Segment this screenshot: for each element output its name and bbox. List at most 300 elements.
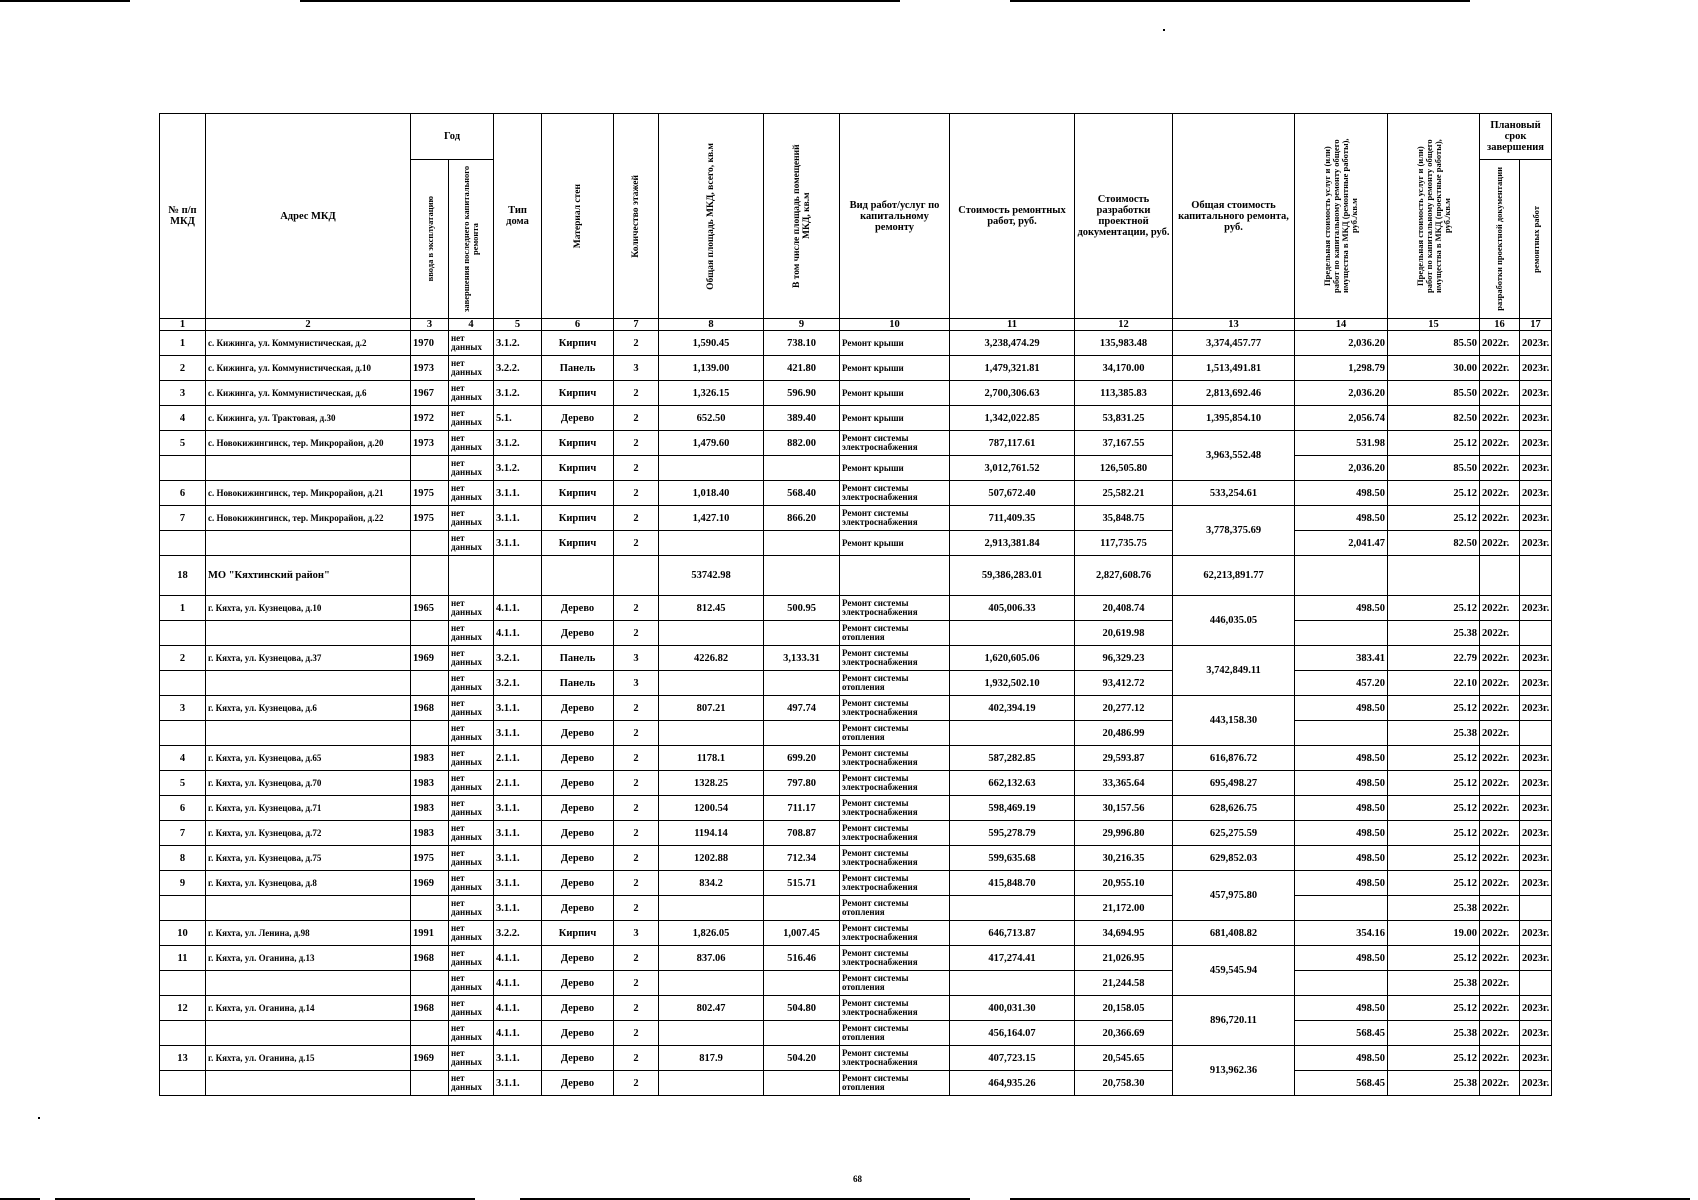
row-premises-area: 504.80 [764, 996, 840, 1021]
column-number: 1 [160, 319, 206, 331]
row-floors: 3 [614, 921, 659, 946]
row-year-repair: нет данных [449, 506, 494, 531]
row-year-commission: 1969 [411, 1046, 449, 1071]
row-house-type: 3.1.1. [494, 846, 542, 871]
row-repair-cost: 1,620,605.06 [950, 646, 1075, 671]
row-deadline-design: 2022г. [1480, 406, 1520, 431]
table-row [160, 381, 1552, 406]
row-address: с. Новокижингинск, тер. Микрорайон, д.21 [206, 481, 411, 506]
row-limit-design: 82.50 [1388, 531, 1480, 556]
row-year-repair: нет данных [449, 746, 494, 771]
row-address [206, 971, 411, 996]
row-repair-cost: 2,700,306.63 [950, 381, 1075, 406]
row-limit-design: 22.79 [1388, 646, 1480, 671]
row-deadline-design: 2022г. [1480, 946, 1520, 971]
row-wall-material: Дерево [542, 896, 614, 921]
row-total-area: 1,018.40 [659, 481, 764, 506]
row-number [160, 531, 206, 556]
header-deadline-works: ремонтных работ [1520, 160, 1552, 319]
row-design-cost: 20,758.30 [1075, 1071, 1173, 1096]
row-design-cost: 20,158.05 [1075, 996, 1173, 1021]
header-design-cost: Стоимость разработки проектной документации, руб. [1075, 114, 1173, 319]
row-deadline-design: 2022г. [1480, 921, 1520, 946]
row-limit-repair: 498.50 [1295, 871, 1388, 896]
column-number: 13 [1173, 319, 1295, 331]
row-wall-material: Кирпич [542, 456, 614, 481]
header-limit-repair: Предельная стоимость услуг и (или) работ по капитальному ремонту общего имущества в МКД (ремонтные работы), руб./кв.м [1295, 114, 1388, 319]
row-design-cost: 20,366.69 [1075, 1021, 1173, 1046]
row-repair-cost: 598,469.19 [950, 796, 1075, 821]
row-premises-area: 712.34 [764, 846, 840, 871]
row-repair-cost: 456,164.07 [950, 1021, 1075, 1046]
row-deadline-design: 2022г. [1480, 621, 1520, 646]
empty-cell [411, 556, 449, 596]
row-deadline-works: 2023г. [1520, 356, 1552, 381]
row-wall-material: Панель [542, 646, 614, 671]
row-address: с. Кижинга, ул. Коммунистическая, д.6 [206, 381, 411, 406]
row-year-repair: нет данных [449, 331, 494, 356]
row-total-area: 1,427.10 [659, 506, 764, 531]
row-year-repair: нет данных [449, 621, 494, 646]
row-limit-repair: 498.50 [1295, 481, 1388, 506]
row-year-repair: нет данных [449, 381, 494, 406]
row-address: с. Кижинга, ул. Трактовая, д.30 [206, 406, 411, 431]
row-wall-material: Дерево [542, 1071, 614, 1096]
row-year-commission: 1975 [411, 481, 449, 506]
table-row [160, 331, 1552, 356]
header-total-area: Общая площадь МКД, всего, кв.м [659, 114, 764, 319]
row-year-repair: нет данных [449, 671, 494, 696]
row-wall-material: Дерево [542, 971, 614, 996]
row-year-commission: 1967 [411, 381, 449, 406]
row-address: г. Кяхта, ул. Ленина, д.98 [206, 921, 411, 946]
row-limit-repair: 498.50 [1295, 796, 1388, 821]
row-house-type: 3.1.2. [494, 456, 542, 481]
row-deadline-works: 2023г. [1520, 431, 1552, 456]
column-number: 9 [764, 319, 840, 331]
row-floors: 2 [614, 971, 659, 996]
row-deadline-works: 2023г. [1520, 746, 1552, 771]
row-work-type: Ремонт крыши [840, 456, 950, 481]
row-work-type: Ремонт системы отопления [840, 1021, 950, 1046]
empty-cell [1520, 556, 1552, 596]
row-year-repair: нет данных [449, 921, 494, 946]
row-wall-material: Кирпич [542, 381, 614, 406]
row-deadline-works: 2023г. [1520, 1021, 1552, 1046]
row-wall-material: Дерево [542, 721, 614, 746]
row-year-commission [411, 621, 449, 646]
row-year-commission [411, 671, 449, 696]
row-deadline-design: 2022г. [1480, 971, 1520, 996]
row-total-area: 1,326.15 [659, 381, 764, 406]
row-floors: 2 [614, 1071, 659, 1096]
row-address: г. Кяхта, ул. Оганина, д.13 [206, 946, 411, 971]
row-year-commission: 1965 [411, 596, 449, 621]
row-year-repair: нет данных [449, 531, 494, 556]
row-number [160, 721, 206, 746]
row-deadline-design: 2022г. [1480, 506, 1520, 531]
row-limit-repair: 457.20 [1295, 671, 1388, 696]
table-row [160, 896, 1552, 921]
row-total-area: 837.06 [659, 946, 764, 971]
row-address: г. Кяхта, ул. Кузнецова, д.75 [206, 846, 411, 871]
row-floors: 2 [614, 531, 659, 556]
row-design-cost: 113,385.83 [1075, 381, 1173, 406]
row-repair-cost: 1,479,321.81 [950, 356, 1075, 381]
row-wall-material: Кирпич [542, 331, 614, 356]
row-floors: 2 [614, 331, 659, 356]
mo-design-cost: 2,827,608.76 [1075, 556, 1173, 596]
row-repair-cost [950, 621, 1075, 646]
row-year-commission: 1968 [411, 696, 449, 721]
row-wall-material: Кирпич [542, 506, 614, 531]
row-limit-repair: 498.50 [1295, 746, 1388, 771]
row-deadline-design: 2022г. [1480, 821, 1520, 846]
row-floors: 2 [614, 456, 659, 481]
row-deadline-design: 2022г. [1480, 481, 1520, 506]
row-total-cost: 629,852.03 [1173, 846, 1295, 871]
row-house-type: 3.2.1. [494, 646, 542, 671]
mo-number: 18 [160, 556, 206, 596]
row-limit-design: 25.12 [1388, 506, 1480, 531]
row-total-cost: 443,158.30 [1173, 696, 1295, 746]
row-work-type: Ремонт системы электроснабжения [840, 1046, 950, 1071]
row-limit-design: 25.12 [1388, 871, 1480, 896]
row-total-cost: 1,395,854.10 [1173, 406, 1295, 431]
row-deadline-design: 2022г. [1480, 596, 1520, 621]
row-number [160, 621, 206, 646]
row-number: 6 [160, 481, 206, 506]
empty-cell [764, 556, 840, 596]
row-year-repair: нет данных [449, 796, 494, 821]
row-design-cost: 20,486.99 [1075, 721, 1173, 746]
row-limit-repair: 2,056.74 [1295, 406, 1388, 431]
row-house-type: 3.1.1. [494, 696, 542, 721]
row-deadline-design: 2022г. [1480, 996, 1520, 1021]
row-limit-repair: 498.50 [1295, 821, 1388, 846]
row-limit-design: 25.12 [1388, 696, 1480, 721]
row-address [206, 456, 411, 481]
row-address: с. Кижинга, ул. Коммунистическая, д.10 [206, 356, 411, 381]
row-number [160, 456, 206, 481]
row-work-type: Ремонт системы электроснабжения [840, 996, 950, 1021]
column-number: 14 [1295, 319, 1388, 331]
row-address [206, 621, 411, 646]
row-total-cost: 1,513,491.81 [1173, 356, 1295, 381]
row-year-commission: 1972 [411, 406, 449, 431]
row-deadline-works: 2023г. [1520, 1071, 1552, 1096]
row-floors: 2 [614, 696, 659, 721]
row-premises-area: 596.90 [764, 381, 840, 406]
row-wall-material: Кирпич [542, 531, 614, 556]
row-total-cost: 459,545.94 [1173, 946, 1295, 996]
row-work-type: Ремонт системы электроснабжения [840, 921, 950, 946]
row-floors: 2 [614, 381, 659, 406]
row-house-type: 3.2.1. [494, 671, 542, 696]
row-premises-area: 1,007.45 [764, 921, 840, 946]
row-deadline-design: 2022г. [1480, 431, 1520, 456]
row-total-area: 1328.25 [659, 771, 764, 796]
row-design-cost: 30,216.35 [1075, 846, 1173, 871]
row-limit-repair: 498.50 [1295, 696, 1388, 721]
page-number: 68 [853, 1174, 862, 1184]
row-year-commission: 1970 [411, 331, 449, 356]
row-address [206, 896, 411, 921]
row-number: 5 [160, 771, 206, 796]
row-wall-material: Дерево [542, 946, 614, 971]
mo-total-area: 53742.98 [659, 556, 764, 596]
header-limit-design: Предельная стоимость услуг и (или) работ по капитальному ремонту общего имущества в МКД (проектные работы), руб./кв.м [1388, 114, 1480, 319]
scan-edge-top-1 [0, 0, 130, 2]
row-design-cost: 25,582.21 [1075, 481, 1173, 506]
row-design-cost: 30,157.56 [1075, 796, 1173, 821]
row-premises-area [764, 971, 840, 996]
row-year-repair: нет данных [449, 971, 494, 996]
row-work-type: Ремонт системы отопления [840, 721, 950, 746]
row-design-cost: 29,996.80 [1075, 821, 1173, 846]
row-year-commission: 1983 [411, 746, 449, 771]
header-repair-cost: Стоимость ремонтных работ, руб. [950, 114, 1075, 319]
row-work-type: Ремонт крыши [840, 356, 950, 381]
row-design-cost: 126,505.80 [1075, 456, 1173, 481]
row-house-type: 4.1.1. [494, 996, 542, 1021]
row-total-area [659, 531, 764, 556]
row-year-repair: нет данных [449, 696, 494, 721]
row-limit-repair: 383.41 [1295, 646, 1388, 671]
row-year-commission [411, 971, 449, 996]
table-row [160, 646, 1552, 671]
row-house-type: 3.1.2. [494, 331, 542, 356]
column-number: 12 [1075, 319, 1173, 331]
row-year-repair: нет данных [449, 1046, 494, 1071]
row-total-cost: 3,963,552.48 [1173, 431, 1295, 481]
row-number: 1 [160, 331, 206, 356]
column-number: 5 [494, 319, 542, 331]
row-design-cost: 21,026.95 [1075, 946, 1173, 971]
table-row [160, 356, 1552, 381]
row-limit-design: 19.00 [1388, 921, 1480, 946]
table-row [160, 971, 1552, 996]
row-deadline-design: 2022г. [1480, 896, 1520, 921]
row-year-commission [411, 1021, 449, 1046]
row-repair-cost: 2,913,381.84 [950, 531, 1075, 556]
row-deadline-works [1520, 971, 1552, 996]
row-premises-area: 711.17 [764, 796, 840, 821]
row-year-commission [411, 721, 449, 746]
row-deadline-works: 2023г. [1520, 821, 1552, 846]
row-limit-repair: 2,036.20 [1295, 381, 1388, 406]
row-premises-area: 497.74 [764, 696, 840, 721]
row-deadline-works: 2023г. [1520, 796, 1552, 821]
row-total-cost: 913,962.36 [1173, 1046, 1295, 1096]
row-year-repair: нет данных [449, 996, 494, 1021]
row-deadline-works: 2023г. [1520, 946, 1552, 971]
row-total-area: 834.2 [659, 871, 764, 896]
row-wall-material: Дерево [542, 871, 614, 896]
row-limit-repair: 354.16 [1295, 921, 1388, 946]
row-limit-repair: 498.50 [1295, 846, 1388, 871]
row-design-cost: 20,277.12 [1075, 696, 1173, 721]
row-limit-design: 25.38 [1388, 971, 1480, 996]
row-work-type: Ремонт системы электроснабжения [840, 431, 950, 456]
row-number [160, 971, 206, 996]
row-year-commission: 1973 [411, 431, 449, 456]
row-work-type: Ремонт системы электроснабжения [840, 821, 950, 846]
row-address: с. Кижинга, ул. Коммунистическая, д.2 [206, 331, 411, 356]
row-address: г. Кяхта, ул. Кузнецова, д.72 [206, 821, 411, 846]
row-design-cost: 34,694.95 [1075, 921, 1173, 946]
row-wall-material: Дерево [542, 1046, 614, 1071]
row-house-type: 3.1.1. [494, 1071, 542, 1096]
row-limit-repair: 1,298.79 [1295, 356, 1388, 381]
row-work-type: Ремонт системы электроснабжения [840, 506, 950, 531]
row-limit-design: 25.38 [1388, 1071, 1480, 1096]
row-work-type: Ремонт системы электроснабжения [840, 871, 950, 896]
row-deadline-design: 2022г. [1480, 871, 1520, 896]
row-design-cost: 96,329.23 [1075, 646, 1173, 671]
row-repair-cost: 415,848.70 [950, 871, 1075, 896]
row-premises-area: 708.87 [764, 821, 840, 846]
row-premises-area [764, 621, 840, 646]
row-work-type: Ремонт системы отопления [840, 896, 950, 921]
row-floors: 2 [614, 621, 659, 646]
row-repair-cost: 3,012,761.52 [950, 456, 1075, 481]
row-limit-repair: 498.50 [1295, 946, 1388, 971]
row-number: 12 [160, 996, 206, 1021]
row-repair-cost: 464,935.26 [950, 1071, 1075, 1096]
row-premises-area [764, 531, 840, 556]
row-floors: 2 [614, 721, 659, 746]
row-work-type: Ремонт системы электроснабжения [840, 746, 950, 771]
mo-repair-cost: 59,386,283.01 [950, 556, 1075, 596]
row-deadline-design: 2022г. [1480, 531, 1520, 556]
row-design-cost: 37,167.55 [1075, 431, 1173, 456]
row-address [206, 531, 411, 556]
row-house-type: 3.1.2. [494, 431, 542, 456]
row-total-area: 1,479.60 [659, 431, 764, 456]
row-number: 7 [160, 821, 206, 846]
row-number: 9 [160, 871, 206, 896]
row-address: г. Кяхта, ул. Кузнецова, д.10 [206, 596, 411, 621]
row-wall-material: Дерево [542, 596, 614, 621]
row-year-repair: нет данных [449, 481, 494, 506]
empty-cell [449, 556, 494, 596]
row-house-type: 3.1.1. [494, 796, 542, 821]
row-year-repair: нет данных [449, 946, 494, 971]
row-design-cost: 34,170.00 [1075, 356, 1173, 381]
row-work-type: Ремонт системы электроснабжения [840, 946, 950, 971]
row-limit-design: 25.38 [1388, 896, 1480, 921]
row-work-type: Ремонт крыши [840, 381, 950, 406]
row-limit-design: 82.50 [1388, 406, 1480, 431]
row-floors: 2 [614, 796, 659, 821]
row-floors: 2 [614, 846, 659, 871]
row-deadline-works: 2023г. [1520, 921, 1552, 946]
row-year-repair: нет данных [449, 846, 494, 871]
table-row [160, 456, 1552, 481]
row-deadline-works [1520, 721, 1552, 746]
empty-cell [614, 556, 659, 596]
header-floors: Количество этажей [614, 114, 659, 319]
row-premises-area [764, 456, 840, 481]
row-total-cost: 533,254.61 [1173, 481, 1295, 506]
row-deadline-works: 2023г. [1520, 846, 1552, 871]
empty-cell [494, 556, 542, 596]
row-limit-design: 25.12 [1388, 481, 1480, 506]
row-design-cost: 117,735.75 [1075, 531, 1173, 556]
row-number [160, 896, 206, 921]
capital-repair-table [159, 113, 1552, 1096]
row-house-type: 3.1.1. [494, 721, 542, 746]
table-row [160, 921, 1552, 946]
row-work-type: Ремонт системы электроснабжения [840, 846, 950, 871]
row-limit-design: 85.50 [1388, 331, 1480, 356]
row-limit-design: 25.12 [1388, 996, 1480, 1021]
row-deadline-works: 2023г. [1520, 771, 1552, 796]
row-limit-repair [1295, 621, 1388, 646]
row-total-cost: 457,975.80 [1173, 871, 1295, 921]
row-address: с. Новокижингинск, тер. Микрорайон, д.20 [206, 431, 411, 456]
row-address: г. Кяхта, ул. Кузнецова, д.6 [206, 696, 411, 721]
row-limit-repair [1295, 721, 1388, 746]
row-repair-cost: 3,238,474.29 [950, 331, 1075, 356]
row-year-repair: нет данных [449, 456, 494, 481]
header-premises-area: В том числе площадь помещений МКД, кв.м [764, 114, 840, 319]
row-number: 6 [160, 796, 206, 821]
row-year-repair: нет данных [449, 431, 494, 456]
row-limit-design: 85.50 [1388, 381, 1480, 406]
header-year-repair: завершения последнего капитального ремонта [449, 160, 494, 319]
header-address: Адрес МКД [206, 114, 411, 319]
row-work-type: Ремонт системы электроснабжения [840, 796, 950, 821]
header-work-type: Вид работ/услуг по капитальному ремонту [840, 114, 950, 319]
row-premises-area: 866.20 [764, 506, 840, 531]
row-limit-repair [1295, 971, 1388, 996]
row-design-cost: 33,365.64 [1075, 771, 1173, 796]
row-year-commission: 1983 [411, 771, 449, 796]
row-house-type: 3.1.1. [494, 531, 542, 556]
row-deadline-design: 2022г. [1480, 356, 1520, 381]
row-design-cost: 93,412.72 [1075, 671, 1173, 696]
row-year-commission: 1975 [411, 506, 449, 531]
row-floors: 2 [614, 406, 659, 431]
row-total-area: 802.47 [659, 996, 764, 1021]
row-number: 4 [160, 406, 206, 431]
row-house-type: 3.1.1. [494, 871, 542, 896]
row-limit-design: 25.12 [1388, 846, 1480, 871]
table-row [160, 621, 1552, 646]
row-total-area: 1,826.05 [659, 921, 764, 946]
row-limit-repair: 498.50 [1295, 996, 1388, 1021]
table-row [160, 771, 1552, 796]
row-deadline-design: 2022г. [1480, 456, 1520, 481]
row-work-type: Ремонт крыши [840, 406, 950, 431]
row-repair-cost: 407,723.15 [950, 1046, 1075, 1071]
row-number: 11 [160, 946, 206, 971]
scan-edge-top-2 [300, 0, 900, 2]
column-number: 3 [411, 319, 449, 331]
row-wall-material: Дерево [542, 821, 614, 846]
row-address: г. Кяхта, ул. Оганина, д.15 [206, 1046, 411, 1071]
row-total-area [659, 971, 764, 996]
row-total-cost: 2,813,692.46 [1173, 381, 1295, 406]
row-address [206, 721, 411, 746]
row-total-cost: 3,742,849.11 [1173, 646, 1295, 696]
row-limit-design: 25.12 [1388, 821, 1480, 846]
header-deadline: Плановый срок завершения [1480, 114, 1552, 160]
row-total-area: 1,590.45 [659, 331, 764, 356]
row-floors: 2 [614, 896, 659, 921]
